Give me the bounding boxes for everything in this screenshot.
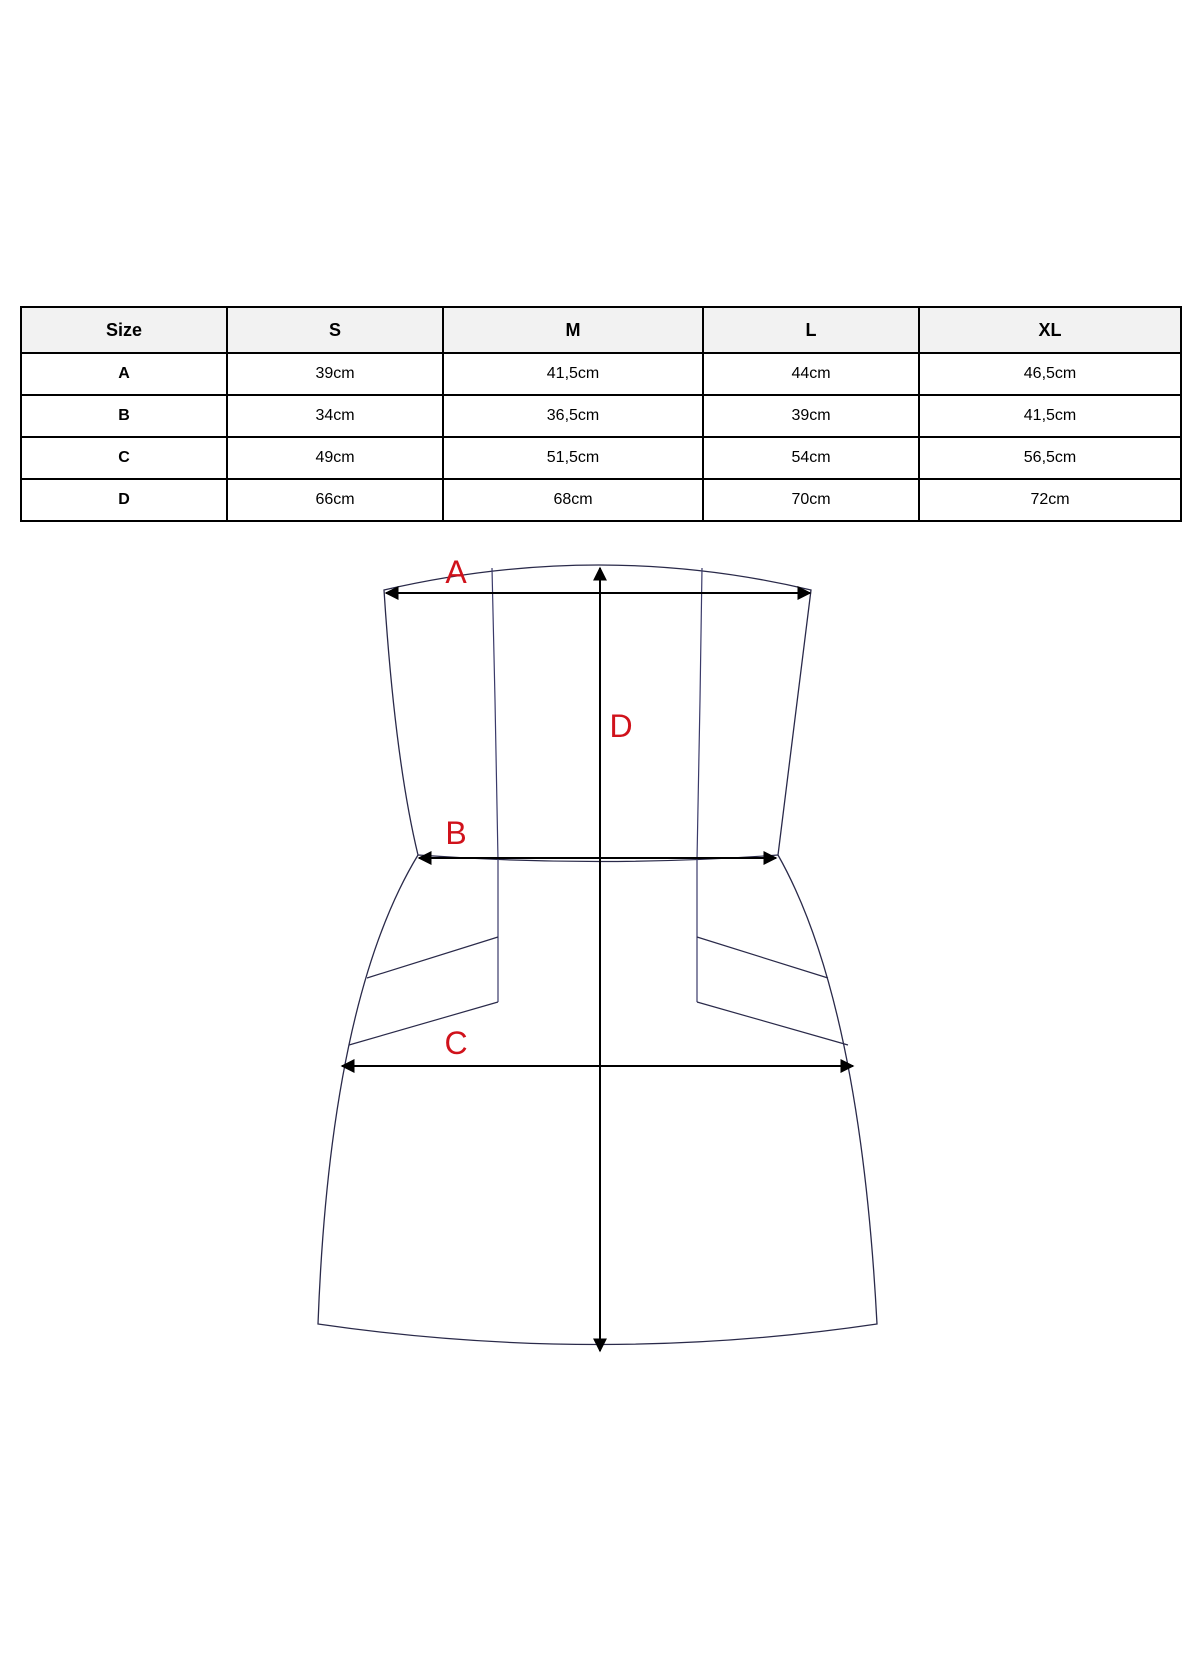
cell-b-l: 39cm (703, 395, 919, 437)
row-label-c: C (21, 437, 227, 479)
cell-c-l: 54cm (703, 437, 919, 479)
table-row-b (21, 395, 1181, 437)
cell-a-l: 44cm (703, 353, 919, 395)
row-label-b: B (21, 395, 227, 437)
right-pocket (697, 937, 848, 1045)
cell-a-m: 41,5cm (443, 353, 703, 395)
header-size: Size (21, 307, 227, 353)
label-c: C (444, 1025, 468, 1061)
row-label-a: A (21, 353, 227, 395)
cell-d-l: 70cm (703, 479, 919, 521)
table-header-row (21, 307, 1181, 353)
size-chart-table (20, 306, 1182, 522)
left-pocket (349, 937, 498, 1045)
cell-c-m: 51,5cm (443, 437, 703, 479)
cell-c-s: 49cm (227, 437, 443, 479)
cell-b-s: 34cm (227, 395, 443, 437)
row-label-d: D (21, 479, 227, 521)
header-l: L (703, 307, 919, 353)
label-b: B (445, 815, 467, 851)
cell-c-xl: 56,5cm (919, 437, 1181, 479)
table-row-c (21, 437, 1181, 479)
label-a: A (445, 554, 467, 590)
cell-d-s: 66cm (227, 479, 443, 521)
header-s: S (227, 307, 443, 353)
table-row-d (21, 479, 1181, 521)
cell-d-m: 68cm (443, 479, 703, 521)
cell-b-xl: 41,5cm (919, 395, 1181, 437)
cell-d-xl: 72cm (919, 479, 1181, 521)
cell-a-xl: 46,5cm (919, 353, 1181, 395)
label-d: D (609, 708, 633, 744)
header-m: M (443, 307, 703, 353)
dress-outline (318, 565, 877, 1345)
garment-diagram (0, 540, 1200, 1370)
table-row-a (21, 353, 1181, 395)
cell-a-s: 39cm (227, 353, 443, 395)
header-xl: XL (919, 307, 1181, 353)
cell-b-m: 36,5cm (443, 395, 703, 437)
